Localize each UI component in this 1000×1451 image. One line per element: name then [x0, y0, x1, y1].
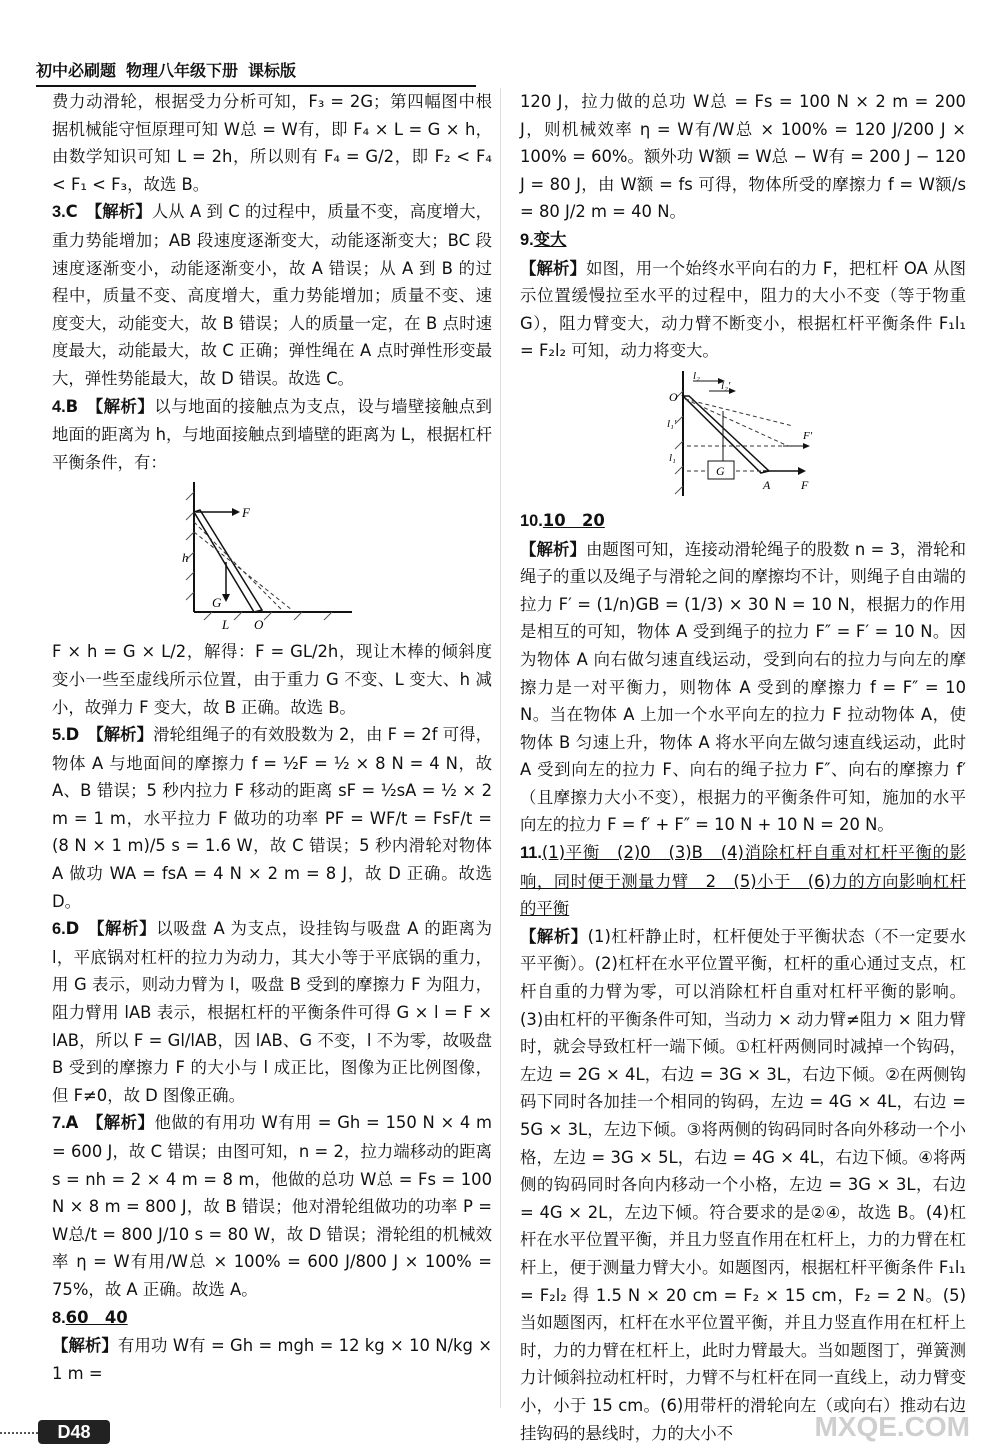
analysis-tag: 【解析】: [52, 1336, 119, 1356]
footer-dots: [0, 1432, 38, 1436]
question-number: 4.: [52, 397, 66, 416]
fig-label-l1: l₁: [669, 451, 676, 464]
question-6: [52, 915, 492, 1109]
question-8: [52, 1304, 492, 1388]
continued-text: 费力动滑轮，根据受力分析可知，F₃ = 2G；第四幅图中根据机械能守恒原理可知 W总 = W有，即 F₄ × L = G × h，由数学知识可知 L = 2h，所以则有 F₄ = G/2，即 F₂ < F₄ < F₁ < F₃，故选 B。: [52, 92, 492, 194]
left-column: [52, 88, 492, 1387]
stick-against-wall-diagram: [182, 482, 362, 632]
fig-label-g: G: [716, 463, 725, 478]
analysis-text: 以吸盘 A 为支点，设挂钩与吸盘 A 的距离为 l，平底锅对杠杆的拉力为动力，其大小等于平底锅的重力，用 G 表示，则动力臂为 l，吸盘 B 受到的摩擦力 F 为阻力，阻力臂用 lAB 表示，根据杠杆的平衡条件可得 G × l = F × lAB，所以 F = Gl/lAB，因 lAB、G 不变，l 不为零，故吸盘 B 受到的摩擦力 F 的大小与 l 成正比，图像为正比例图像，但 F≠0，故 D 图像正确。: [52, 919, 493, 1105]
question-number: 11.: [520, 844, 542, 863]
fig-label-o: O: [669, 389, 678, 404]
question-4-continued: F × h = G × L/2，解得：F = GL/2h，现让木棒的倾斜度变小一些至虚线所示位置，由于重力 G 不变、L 变大、h 减小，故弹力 F 变大，故 B 正确。故选 B。: [52, 642, 492, 717]
analysis-text: 滑轮组绳子的有效股数为 2，由 F = 2f 可得，物体 A 与地面间的摩擦力 f = ½F = ½ × 8 N = 4 N，故 A、B 错误；5 秒内拉力 F 移动的距离 sF = ½sA = ½ × 2 m = 1 m，水平拉力 F 做功的功率 PF = WF/t = FsF/t = (8 N × 1 m)/5 s = 1.6 W，故 C 错误；5 秒内滑轮对物体 A 做功 WA = fsA = 4 N × 2 m = 8 J，故 D 正确。故选 D。: [52, 725, 493, 911]
answer: A: [65, 1113, 79, 1133]
analysis-tag: 【解析】: [87, 919, 157, 939]
answer: 变大: [533, 229, 567, 249]
analysis-tag: 【解析】: [520, 539, 586, 559]
fig-label-f: F: [242, 505, 250, 521]
question-number: 5.: [52, 726, 66, 745]
fig-label-h: h: [182, 550, 189, 566]
series-title: 初中必刷题: [36, 61, 117, 80]
column-divider: [500, 88, 501, 1408]
question-number: 10.: [520, 511, 543, 530]
analysis-text: 他做的有用功 W有用 = Gh = 150 N × 4 m = 600 J，故 C 错误；由图可知，n = 2，拉力端移动的距离 s = nh = 2 × 4 m = 8 m，他做的总功 W总 = Fs = 100 N × 8 m = 800 J，故 B 错误；他对滑轮组做功的功率 P = W总/t = 800 J/10 s = 80 W，故 D 错误；滑轮组的机械效率 η = W有用/W总 × 100% = 600 J/800 J × 100% = 75%，故 A 正确。故选 A。: [52, 1113, 493, 1299]
fig-label-l1-prime: l₁′: [667, 417, 677, 430]
fig-label-g: G: [212, 595, 222, 611]
page-number: D48: [38, 1420, 110, 1444]
question-4: [52, 393, 492, 477]
lever-oa-diagram: [663, 371, 823, 501]
question-number: 9.: [520, 230, 534, 249]
question-number: 8.: [52, 1308, 66, 1327]
answer: (1)平衡 (2)0 (3)B (4)消除杠杆自重对杠杆平衡的影响，同时便于测量力臂 2 (5)小于 (6)力的方向影响杠杆的平衡: [520, 843, 966, 919]
subject-title: 物理八年级下册: [126, 61, 239, 80]
analysis-text: 有用功 W有 = Gh = mgh = 12 kg × 10 N/kg × 1 m =: [52, 1336, 492, 1383]
fig-label-a: A: [763, 477, 771, 492]
watermark: MXQE.COM: [814, 1411, 970, 1442]
analysis-tag: 【解析】: [87, 725, 154, 745]
question-10: [520, 507, 966, 839]
analysis-text: (1)杠杆静止时，杠杆便处于平衡状态（不一定要水平平衡）。(2)杠杆在水平位置平衡，杠杆的重心通过支点，杠杆自重的力臂为零，可以消除杠杆自重对杠杆平衡的影响。(3)由杠杆的平衡条件可知，当动力 × 动力臂≠阻力 × 阻力臂时，就会导致杠杆一端下倾。①杠杆两侧同时减掉一个钩码，左边 = 2G × 4L，右边 = 3G × 3L，右边下倾。②在两侧钩码下同时各加挂一个相同的钩码，左边 = 4G × 4L，右边 = 5G × 3L，左边下倾。③将两侧的钩码同时各向外移动一个小格，左边 = 3G × 5L，右边 = 4G × 4L，右边下倾。④将两侧的钩码同时各向内移动一个小格，左边 = 3G × 3L，右边 = 4G × 2L，左边下倾。符合要求的是②④，故选 B。(4)杠杆在水平位置平衡，并且力竖直作用在杠杆上，力的力臂在杠杆上，便于测量力臂大小。如题图丙，根据杠杆平衡条件 F₁l₁ = F₂l₂ 得 1.5 N × 20 cm = F₂ × 15 cm，F₂ = 2 N。(5)当如题图丙，杠杆在水平位置平衡，并且力竖直作用在杠杆上时，力的力臂在杠杆上，此时力臂最大。当如题图丁，弹簧测力计倾斜拉动杠杆时，力臂不与杠杆在同一直线上，动力臂变小，小于 15 cm。(6)用带杆的滑轮向左（或向右）推动右边挂钩码的悬线时，力的大小不: [520, 926, 967, 1443]
question-number: 7.: [52, 1114, 66, 1133]
question-number: 6.: [52, 920, 66, 939]
question-11: [520, 839, 966, 1447]
question-9: [520, 226, 966, 365]
answer: 10 20: [542, 510, 605, 530]
question-3: [52, 198, 492, 392]
fig-label-f: F: [801, 477, 809, 492]
analysis-tag: 【解析】: [520, 258, 587, 278]
analysis-text: 人从 A 到 C 的过程中，质量不变，高度增大，重力势能增加；AB 段速度逐渐变大，动能逐渐变大；BC 段速度逐渐变小，动能逐渐变小，故 A 错误；从 A 到 B 的过程中，质量不变、高度增大，重力势能增加；质量不变、速度变大，动能变大，故 B 错误；人的质量一定，在 B 点时速度最大，动能最大，故 C 正确；弹性绳在 A 点时弹性形变最大，弹性势能最大，故 D 错误。故选 C。: [52, 202, 493, 388]
answer: 60 40: [65, 1307, 128, 1327]
analysis-text: 以与地面的接触点为支点，设与墙壁接触点到地面的距离为 h，与地面接触点到墙壁的距离为 L，根据杠杆平衡条件，有：: [52, 396, 493, 472]
question-7: [52, 1109, 492, 1303]
analysis-tag: 【解析】: [85, 202, 152, 222]
answer: D: [65, 725, 80, 745]
answer: C: [65, 202, 78, 222]
answer: B: [65, 396, 79, 416]
right-column: [520, 88, 966, 1447]
fig-label-f-prime: F′: [803, 429, 813, 442]
fig-label-l: L: [222, 617, 230, 633]
fig-label-l2: l₂: [693, 370, 700, 382]
analysis-text: 由题图可知，连接动滑轮绳子的股数 n = 3，滑轮和绳子的重以及绳子与滑轮之间的摩擦均不计，则绳子自由端的拉力 F′ = (1/n)GB = (1/3) × 30 N = 10 N，根据力的作用是相互的可知，物体 A 受到绳子的拉力 F″ = F′ = 10 N。因为物体 A 向右做匀速直线运动，受到向右的拉力与向左的摩擦力是一对平衡力，则物体 A 受到的摩擦力 f = F″ = 10 N。当在物体 A 上加一个水平向左的拉力 F 拉动物体 A，使物体 B 匀速上升，物体 A 将水平向左做匀速直线运动，此时 A 受到向左的拉力 F、向右的绳子拉力 F″、向右的摩擦力 f′（且摩擦力大小不变），根据力的平衡条件可知，施加的水平向左的拉力 F = f′ + F″ = 10 N + 10 N = 20 N。: [520, 539, 967, 835]
analysis-text: 如图，用一个始终水平向右的力 F，把杠杆 OA 从图示位置缓慢拉至水平的过程中，阻力的大小不变（等于物重 G），阻力臂变大，动力臂不断变小，根据杠杆平衡条件 F₁l₁ = F₂l₂ 可知，动力将变大。: [520, 258, 967, 361]
edition-label: 课标版: [248, 61, 297, 80]
page-header: [36, 58, 476, 87]
continued-text: 120 J，拉力做的总功 W总 = Fs = 100 N × 2 m = 200 J，则机械效率 η = W有/W总 × 100% = 120 J/200 J × 100% = 60%。额外功 W额 = W总 − W有 = 200 J − 120 J = 80 J，由 W额 = fs 可得，物体所受的摩擦力 f = W额/s = 80 J/2 m = 40 N。: [520, 92, 966, 222]
fig-label-l2-prime: l₂′: [721, 379, 731, 392]
analysis-tag: 【解析】: [520, 926, 588, 946]
question-5: [52, 721, 492, 915]
question-number: 3.: [52, 203, 66, 222]
answer: D: [65, 919, 80, 939]
analysis-tag: 【解析】: [86, 396, 155, 416]
analysis-tag: 【解析】: [86, 1113, 155, 1133]
fig-label-o: O: [254, 617, 264, 633]
